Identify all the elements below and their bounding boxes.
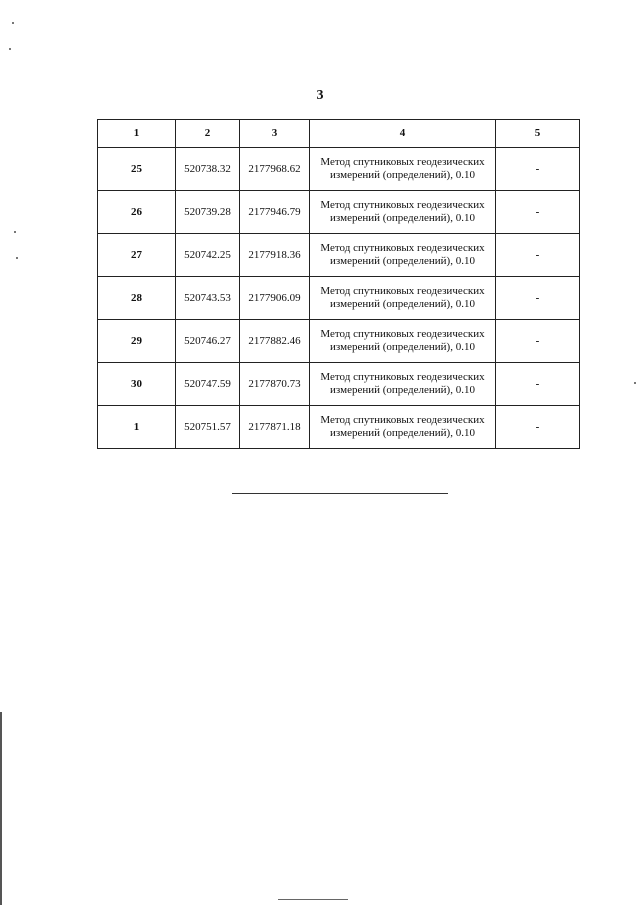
header-cell-3: 3 (240, 120, 310, 148)
scan-edge-shadow (0, 712, 2, 905)
method-cell (310, 148, 496, 191)
method-line-1: Метод спутниковых геодезических (320, 328, 485, 340)
table-row (98, 320, 580, 363)
method-line-1: Метод спутниковых геодезических (320, 242, 485, 254)
x-coordinate-cell: 520747.59 (176, 363, 240, 406)
method-cell (310, 363, 496, 406)
page-number: 3 (316, 88, 324, 103)
table-row (98, 148, 580, 191)
scan-speck (12, 22, 14, 24)
table-row (98, 406, 580, 449)
y-coordinate-cell: 2177870.73 (240, 363, 310, 406)
description-cell: - (496, 363, 580, 406)
end-of-table-rule (232, 493, 448, 494)
method-line-2: измерений (определений), 0.10 (330, 212, 475, 224)
point-number-cell: 28 (98, 277, 176, 320)
method-line-2: измерений (определений), 0.10 (330, 384, 475, 396)
description-cell: - (496, 148, 580, 191)
x-coordinate-cell: 520739.28 (176, 191, 240, 234)
x-coordinate-cell: 520751.57 (176, 406, 240, 449)
method-cell (310, 406, 496, 449)
footer-rule (278, 899, 348, 900)
header-cell-5: 5 (496, 120, 580, 148)
point-number-cell: 30 (98, 363, 176, 406)
scan-speck (14, 231, 16, 233)
table-row (98, 191, 580, 234)
method-line-1: Метод спутниковых геодезических (320, 371, 485, 383)
method-line-2: измерений (определений), 0.10 (330, 298, 475, 310)
table-body (98, 148, 580, 449)
x-coordinate-cell: 520743.53 (176, 277, 240, 320)
method-line-1: Метод спутниковых геодезических (320, 199, 485, 211)
description-cell: - (496, 191, 580, 234)
coordinates-table (97, 119, 580, 449)
point-number-cell: 26 (98, 191, 176, 234)
y-coordinate-cell: 2177946.79 (240, 191, 310, 234)
point-number-cell: 27 (98, 234, 176, 277)
description-cell: - (496, 320, 580, 363)
method-line-2: измерений (определений), 0.10 (330, 341, 475, 353)
point-number-cell: 25 (98, 148, 176, 191)
table-header (98, 120, 580, 148)
x-coordinate-cell: 520742.25 (176, 234, 240, 277)
method-line-1: Метод спутниковых геодезических (320, 285, 485, 297)
method-line-1: Метод спутниковых геодезических (320, 156, 485, 168)
table-row (98, 277, 580, 320)
table-row (98, 363, 580, 406)
header-cell-1: 1 (98, 120, 176, 148)
x-coordinate-cell: 520746.27 (176, 320, 240, 363)
y-coordinate-cell: 2177968.62 (240, 148, 310, 191)
method-cell (310, 234, 496, 277)
y-coordinate-cell: 2177882.46 (240, 320, 310, 363)
method-line-2: измерений (определений), 0.10 (330, 255, 475, 267)
y-coordinate-cell: 2177906.09 (240, 277, 310, 320)
y-coordinate-cell: 2177918.36 (240, 234, 310, 277)
description-cell: - (496, 406, 580, 449)
method-line-2: измерений (определений), 0.10 (330, 427, 475, 439)
scan-speck (9, 48, 11, 50)
scan-speck (16, 257, 18, 259)
header-cell-2: 2 (176, 120, 240, 148)
point-number-cell: 29 (98, 320, 176, 363)
description-cell: - (496, 234, 580, 277)
table-row (98, 234, 580, 277)
header-cell-4: 4 (310, 120, 496, 148)
x-coordinate-cell: 520738.32 (176, 148, 240, 191)
method-cell (310, 277, 496, 320)
scan-speck (634, 382, 636, 384)
method-line-1: Метод спутниковых геодезических (320, 414, 485, 426)
method-cell (310, 320, 496, 363)
method-line-2: измерений (определений), 0.10 (330, 169, 475, 181)
y-coordinate-cell: 2177871.18 (240, 406, 310, 449)
header-row (98, 120, 580, 148)
description-cell: - (496, 277, 580, 320)
method-cell (310, 191, 496, 234)
point-number-cell: 1 (98, 406, 176, 449)
